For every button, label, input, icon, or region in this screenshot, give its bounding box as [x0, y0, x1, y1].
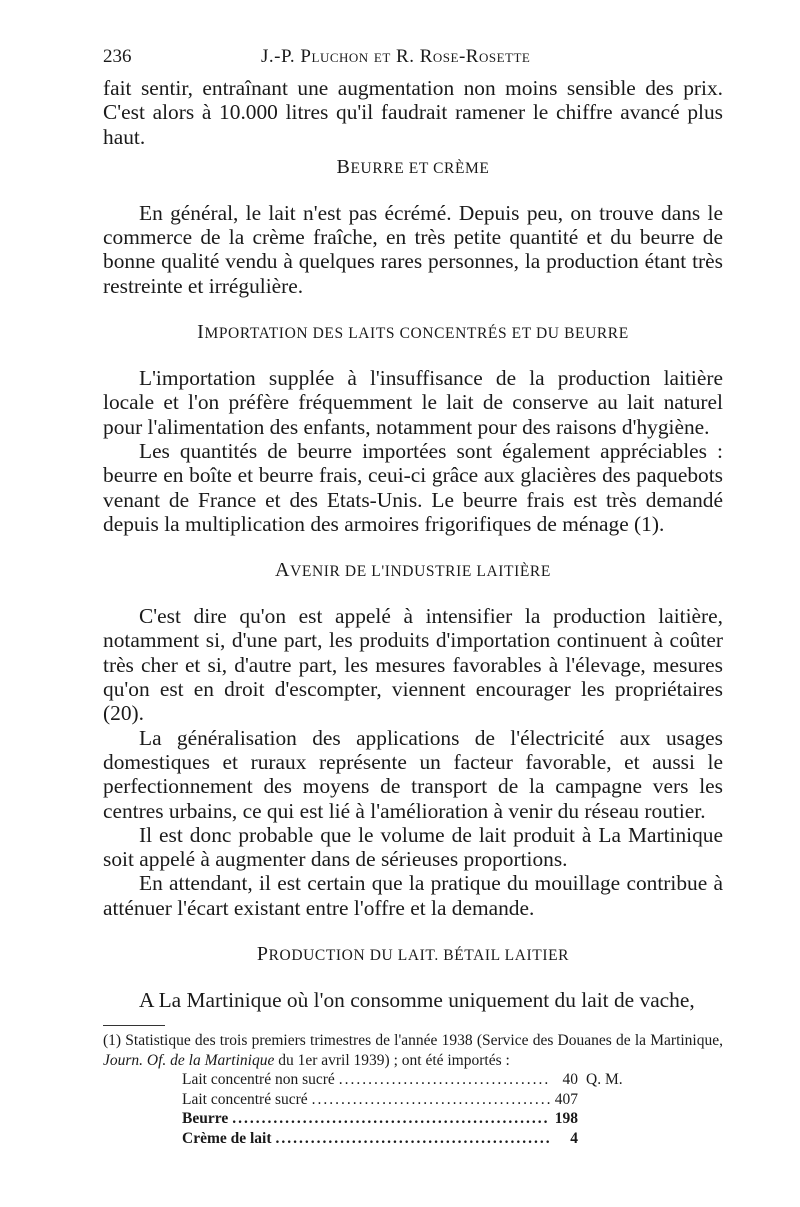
row-unit: Q. M. [586, 1071, 623, 1089]
footnote-text-before: (1) Statistique des trois premiers trimestres de l'année 1938 (Service des Douanes de la Martinique, [103, 1032, 723, 1050]
row-value: 198 [554, 1110, 578, 1128]
table-row [182, 1129, 632, 1149]
table-row [182, 1070, 632, 1090]
footnote-rule [103, 1025, 165, 1026]
paragraph: A La Martinique où l'on consomme uniquement du lait de vache, [139, 988, 695, 1013]
import-table [182, 1070, 723, 1148]
row-unit [586, 1090, 632, 1110]
paragraph: C'est dire qu'on est appelé à intensifier la production laitière, notamment si, d'une part, les produits d'importation continuent à coûter très cher et si, d'autre part, les mesures favorables à l'élevage, mesures qu'on est en droit d'escompter, viennent encourager les propriétaires (20). [103, 604, 723, 726]
section-heading-production: PRODUCTION DU LAIT. BÉTAIL LAITIER [256, 943, 570, 966]
footnote [103, 1031, 723, 1148]
running-header [103, 46, 723, 76]
row-unit [586, 1129, 632, 1149]
dot-leader [232, 1109, 550, 1129]
paragraph: En général, le lait n'est pas écrémé. Depuis peu, on trouve dans le commerce de la crème fraîche, en très petite quantité et du beurre de bonne qualité vendu à quelques rares personnes, la production étant très restreinte et irrégulière. [103, 200, 723, 298]
paragraph: La généralisation des applications de l'électricité aux usages domestiques et ruraux représente un facteur favorable, et aussi le perfectionnement des moyens de transport de la campagne vers les centres urbains, ce qui est lié à l'amélioration à venir du réseau routier. [103, 725, 723, 823]
book-page [103, 46, 723, 1148]
footnote-journal: Journ. Of. de la Martinique [103, 1051, 275, 1069]
table-row [182, 1109, 632, 1129]
dot-leader [339, 1070, 550, 1090]
paragraph: En attendant, il est certain que la pratique du mouillage contribue à atténuer l'écart existant entre l'offre et la demande. [103, 871, 723, 920]
table-row [182, 1090, 632, 1110]
footnote-text-after: du 1er avril 1939) ; ont été importés : [274, 1051, 510, 1069]
section-heading-avenir: AVENIR DE L'INDUSTRIE LAITIÈRE [275, 559, 551, 582]
continuation-paragraph: fait sentir, entraînant une augmentation non moins sensible des prix. C'est alors à 10.000 litres qu'il faudrait ramener le chiffre avancé plus haut. [103, 76, 723, 149]
paragraph: L'importation supplée à l'insuffisance de la production laitière locale et l'on préfère fréquemment le lait de conserve au lait naturel pour l'alimentation des enfants, notamment pour des raisons d'hygiène. [103, 366, 723, 439]
dot-leader [276, 1129, 550, 1149]
paragraph: Il est donc probable que le volume de lait produit à La Martinique soit appelé à augmenter dans de sérieuses proportions. [103, 822, 723, 872]
section-heading-importation: IMPORTATION DES LAITS CONCENTRÉS ET DU BEURRE [197, 321, 629, 344]
running-title: J.-P. Pluchon et R. Rose-Rosette [261, 46, 531, 67]
paragraph: Les quantités de beurre importées sont également appréciables : beurre en boîte et beurre frais, ceui-ci grâce aux glacières des paquebots venant de France et des Etats-Unis. Le beurre frais est très demandé depuis la multiplication des armoires frigorifiques de ménage (1). [103, 438, 723, 536]
row-value: 4 [570, 1129, 578, 1147]
row-label: Crème de lait [182, 1129, 272, 1147]
row-value: 40 [562, 1071, 578, 1089]
row-unit [586, 1109, 632, 1129]
footnote-text [103, 1031, 723, 1070]
row-value: 407 [554, 1090, 578, 1108]
row-label: Lait concentré non sucré [182, 1071, 335, 1089]
dot-leader [312, 1090, 550, 1110]
section-heading-beurre: BEURRE ET CRÈME [336, 155, 490, 178]
page-number: 236 [103, 46, 132, 67]
row-label: Beurre [182, 1110, 229, 1128]
row-label: Lait concentré sucré [182, 1090, 308, 1108]
